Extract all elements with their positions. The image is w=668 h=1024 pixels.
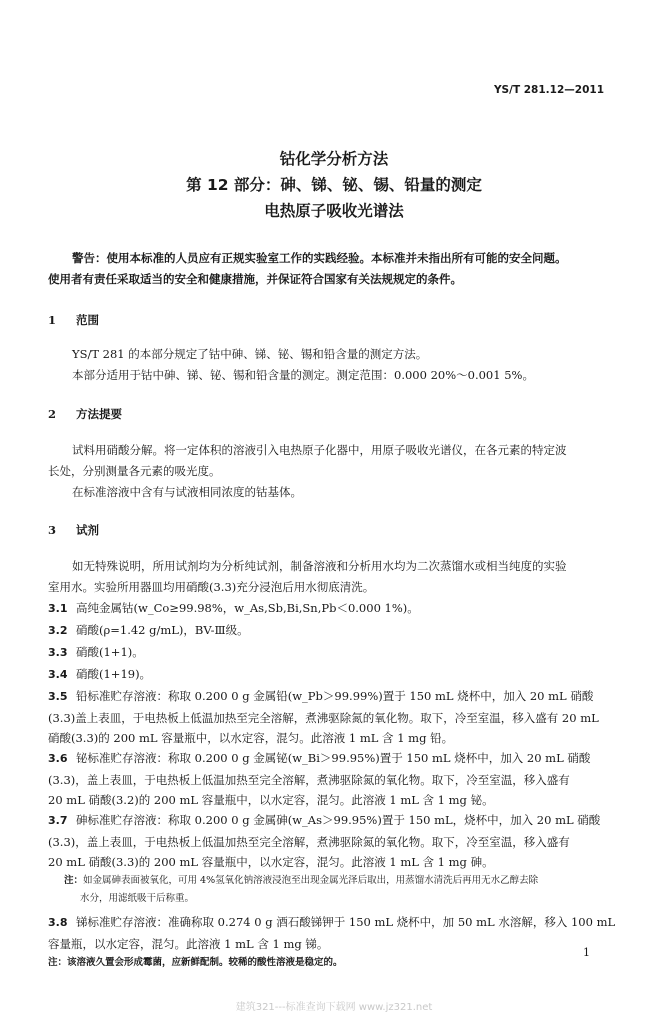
reagent-item-number: 3.5	[48, 690, 68, 703]
reagent-item-line: 砷标准贮存溶液：称取 0.200 0 g 金属砷(w_As＞99.95%)置于 150 mL，烧杯中，加入 20 mL 硝酸	[76, 813, 601, 827]
reagent-item-text: 硝酸(ρ=1.42 g/mL)，BV-Ⅲ级。	[76, 623, 249, 637]
reagent-item-number: 3.3	[48, 646, 68, 659]
reagent-item-line: 铅标准贮存溶液：称取 0.200 0 g 金属铅(w_Pb＞99.99%)置于 150 mL 烧杯中，加入 20 mL 硝酸	[76, 689, 594, 703]
title-line-2: 第 12 部分：砷、锑、铋、锡、铅量的测定	[186, 176, 482, 194]
reagent-item-line: (3.3)，盖上表皿，于电热板上低温加热至完全溶解，煮沸驱除氮的氧化物。取下，冷至室温，移入盛有	[48, 772, 570, 787]
reagent-item-number: 3.7	[48, 814, 68, 827]
reagent-item-3-3	[48, 642, 622, 664]
section-2-title: 方法提要	[76, 407, 122, 421]
note-line-1: 如金属砷表面被氧化，可用 4%氢氧化钠溶液浸泡至出现金属光泽后取出，用蒸馏水清洗后再用无水乙醇去除	[83, 875, 539, 886]
section-3-intro	[48, 556, 620, 598]
note-label: 注：	[64, 875, 84, 886]
warning-line-1: 警告：使用本标准的人员应有正规实验室工作的实践经验。本标准并未指出所有可能的安全问题。	[72, 251, 567, 265]
reagent-item-3-8	[48, 912, 622, 954]
section-1-p1: YS/T 281 的本部分规定了钴中砷、锑、铋、锡和铅含量的测定方法。	[72, 347, 428, 361]
reagent-item-line: (3.3)，盖上表皿，于电热板上低温加热至完全溶解，煮沸驱除氮的氧化物。取下，冷至室温，移入盛有	[48, 834, 570, 849]
reagent-item-number: 3.2	[48, 624, 68, 637]
page-number: 1	[583, 946, 590, 959]
section-1-p2: 本部分适用于钴中砷、锑、铋、锡和铅含量的测定。测定范围：0.000 20%～0.001 5%。	[72, 368, 534, 382]
reagent-item-line: 铋标准贮存溶液：称取 0.200 0 g 金属铋(w_Bi＞99.95%)置于 150 mL 烧杯中，加入 20 mL 硝酸	[76, 751, 591, 765]
reagent-item-number: 3.6	[48, 752, 68, 765]
reagent-item-line: 锑标准贮存溶液：准确称取 0.274 0 g 酒石酸锑钾于 150 mL 烧杯中，加 50 mL 水溶解，移入 100 mL	[76, 915, 616, 929]
section-1-body	[48, 344, 620, 386]
reagent-item-text: 高纯金属钴(w_Co≥99.98%，w_As,Sb,Bi,Sn,Pb＜0.000 1%)。	[76, 601, 419, 615]
reagent-item-number: 3.1	[48, 602, 68, 615]
section-2-p1-line2: 长处，分别测量各元素的吸光度。	[48, 464, 221, 478]
section-1-title: 范围	[76, 313, 99, 327]
reagent-item-3-7	[48, 810, 622, 873]
section-3-heading	[48, 522, 99, 538]
watermark-footer: 建筑321---标准查询下载网 www.jz321.net	[235, 1002, 433, 1013]
reagent-item-3-2	[48, 620, 622, 642]
section-1-heading	[48, 312, 99, 328]
warning-line-2: 使用者有责任采取适当的安全和健康措施，并保证符合国家有关法规规定的条件。	[48, 272, 462, 286]
reagent-item-3-5	[48, 686, 622, 749]
section-1-number: 1	[48, 313, 57, 327]
title-line-3: 电热原子吸收光谱法	[264, 202, 404, 220]
reagent-item-number: 3.4	[48, 668, 68, 681]
section-2-p1-line1: 试料用硝酸分解。将一定体积的溶液引入电热原子化器中，用原子吸收光谱仪，在各元素的特定波	[72, 443, 567, 457]
note-line-2: 水分，用滤纸吸干后称重。	[80, 893, 195, 904]
section-2-body	[48, 440, 620, 503]
section-3-title: 试剂	[76, 523, 99, 537]
standard-number: YS/T 281.12—2011	[493, 84, 604, 96]
reagent-item-line: 20 mL 硝酸(3.3)的 200 mL 容量瓶中，以水定容，混匀。此溶液 1 mL 含 1 mg 砷。	[48, 855, 494, 869]
reagent-item-line: 容量瓶，以水定容，混匀。此溶液 1 mL 含 1 mg 锑。	[48, 936, 329, 951]
title-line-1: 钴化学分析方法	[279, 150, 389, 168]
reagent-item-line: 硝酸(3.3)的 200 mL 容量瓶中，以水定容，混匀。此溶液 1 mL 含 1 mg 铅。	[48, 731, 454, 745]
reagent-item-line: 20 mL 硝酸(3.2)的 200 mL 容量瓶中，以水定容，混匀。此溶液 1 mL 含 1 mg 铋。	[48, 793, 494, 807]
reagent-item-number: 3.8	[48, 916, 68, 929]
reagent-item-text: 硝酸(1+19)。	[76, 667, 152, 681]
section-3-number: 3	[48, 523, 57, 537]
note-antimony: 注：该溶液久置会形成霉菌，应新鲜配制。较稀的酸性溶液是稳定的。	[48, 957, 343, 968]
section-3-intro-line2: 室用水。实验所用器皿均用硝酸(3.3)充分浸泡后用水彻底清洗。	[48, 580, 375, 594]
reagent-item-3-1	[48, 598, 622, 620]
section-2-p2: 在标准溶液中含有与试液相同浓度的钴基体。	[72, 485, 302, 499]
reagent-item-3-4	[48, 664, 622, 686]
reagent-item-text: 硝酸(1+1)。	[76, 645, 144, 659]
warning-block	[48, 248, 618, 290]
section-3-intro-line1: 如无特殊说明，所用试剂均为分析纯试剂，制备溶液和分析用水均为二次蒸馏水或相当纯度的实验	[72, 559, 567, 573]
reagent-item-3-6	[48, 748, 622, 811]
section-2-heading	[48, 406, 122, 422]
note-arsenic	[64, 872, 620, 908]
section-2-number: 2	[48, 407, 57, 421]
reagent-item-line: (3.3)盖上表皿，于电热板上低温加热至完全溶解，煮沸驱除氮的氧化物。取下，冷至室温，移入盛有 20 mL	[48, 710, 599, 725]
